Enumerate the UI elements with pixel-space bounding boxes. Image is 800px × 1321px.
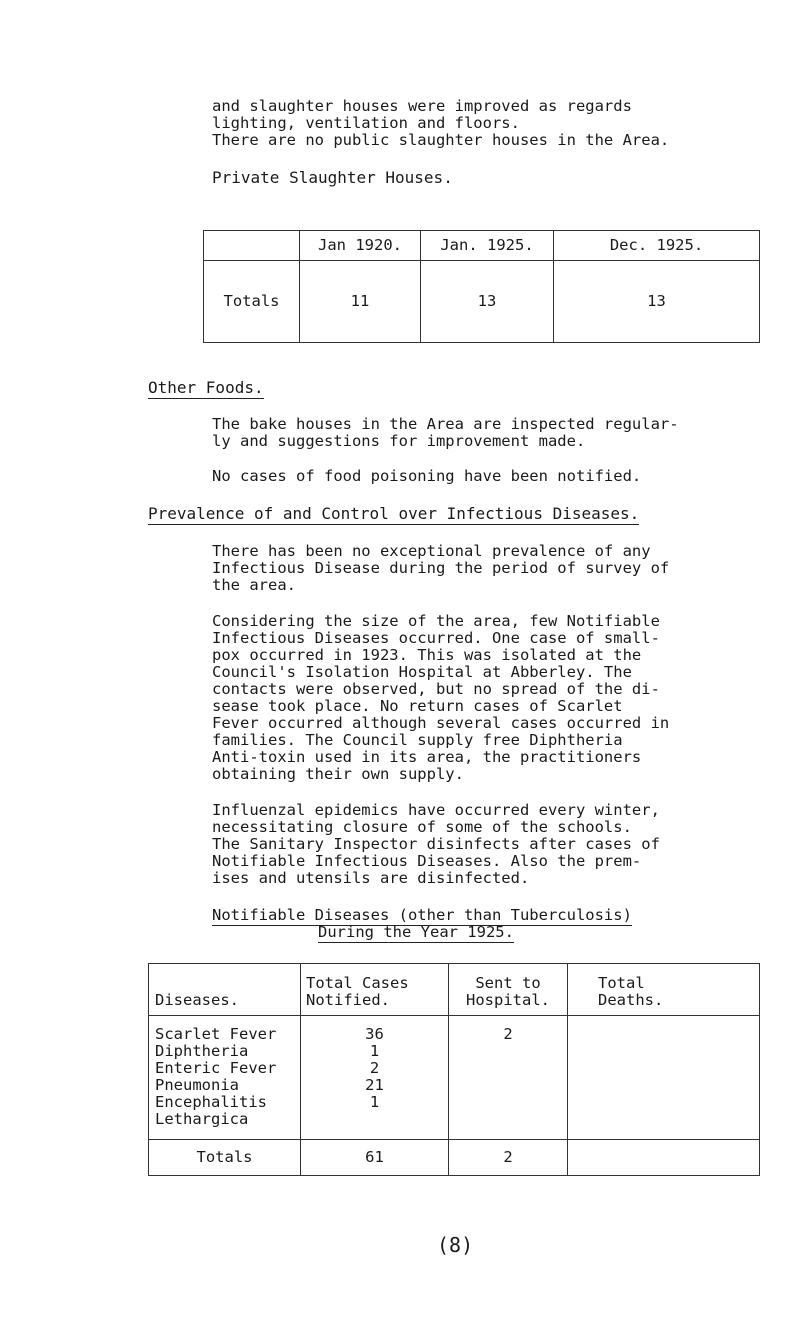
header-deaths-1: Total [598,974,645,992]
prevalence-p3-line: Notifiable Infectious Diseases. Also the prem- [212,852,642,870]
disease-name: Encephalitis [155,1093,267,1111]
col-dec-1925: Dec. 1925. [554,231,760,261]
header-sent-hospital [449,964,568,1016]
header-sent-2: Hospital. [466,991,550,1009]
cases-value: 21 [365,1076,384,1094]
cases-value: 1 [369,1042,380,1060]
prevalence-p1-line: There has been no exceptional prevalence of any [212,542,651,560]
prevalence-p2-line: Anti-toxin used in its area, the practitioners [212,748,642,766]
prevalence-p2-line: Council's Isolation Hospital at Abberley. The [212,663,632,681]
hospital-value: 2 [503,1025,513,1043]
prevalence-p3-line: The Sanitary Inspector disinfects after cases of [212,835,660,853]
prevalence-p2-line: families. The Council supply free Diphtheria [212,731,623,749]
header-total-cases-2: Notified. [306,991,390,1009]
total-dec-1925: 13 [554,261,760,343]
prevalence-p2-line: Infectious Diseases occurred. One case of small- [212,629,660,647]
cases-value: 2 [369,1059,380,1077]
header-total-cases-1: Total Cases [306,974,409,992]
prevalence-p3-line: necessitating closure of some of the schools. [212,818,632,836]
prevalence-p3-line: ises and utensils are disinfected. [212,869,530,887]
prevalence-p2-line: Fever occurred although several cases occurred in [212,714,670,732]
cases-value: 36 [365,1025,384,1043]
private-slaughter-table [203,230,760,343]
private-slaughter-heading: Private Slaughter Houses. [212,168,453,187]
notifiable-diseases-table [148,963,760,1176]
prevalence-p1-line: Infectious Disease during the period of survey of [212,559,670,577]
notifiable-title-line-1: Notifiable Diseases (other than Tuberculosis) [212,906,632,924]
totals-row-label: Totals [149,1140,301,1176]
disease-name: Pneumonia [155,1076,239,1094]
disease-list [149,1016,301,1140]
total-jan-1920: 11 [300,261,421,343]
total-jan-1925: 13 [421,261,554,343]
totals-hospital: 2 [449,1140,568,1176]
col-jan-1925: Jan. 1925. [421,231,554,261]
food-poisoning-line: No cases of food poisoning have been notified. [212,467,642,485]
header-total-deaths [568,964,760,1016]
col-jan-1920: Jan 1920. [300,231,421,261]
header-total-cases [301,964,449,1016]
prevalence-p2-line: Considering the size of the area, few Notifiable [212,612,660,630]
intro-line-1: and slaughter houses were improved as regards [212,97,632,115]
hospital-list [449,1016,568,1140]
prevalence-p2-line: contacts were observed, but no spread of the di- [212,680,660,698]
notifiable-title-line-2: During the Year 1925. [318,923,514,941]
other-foods-line-1: The bake houses in the Area are inspected regular- [212,415,679,433]
prevalence-heading: Prevalence of and Control over Infectious Diseases. [148,504,640,523]
other-foods-line-2: ly and suggestions for improvement made. [212,432,586,450]
cases-value: 1 [369,1093,380,1111]
disease-name: Scarlet Fever [155,1025,277,1043]
intro-line-2: lighting, ventilation and floors. [212,114,520,132]
totals-deaths [568,1140,760,1176]
prevalence-p2-line: pox occurred in 1923. This was isolated at the [212,646,642,664]
cases-list [301,1016,449,1140]
disease-name: Enteric Fever [155,1059,277,1077]
prevalence-p2-line: sease took place. No return cases of Scarlet [212,697,623,715]
header-deaths-2: Deaths. [598,991,664,1009]
totals-cases: 61 [301,1140,449,1176]
deaths-list [568,1016,760,1140]
totals-label: Totals [204,261,300,343]
intro-line-3: There are no public slaughter houses in the Area. [212,131,670,149]
disease-name: Lethargica [155,1110,249,1128]
other-foods-heading: Other Foods. [148,378,264,397]
disease-name: Diphtheria [155,1042,249,1060]
header-sent-1: Sent to [475,974,541,992]
table1-corner [204,231,300,261]
page-number: (8) [437,1233,474,1257]
prevalence-p3-line: Influenzal epidemics have occurred every winter, [212,801,660,819]
prevalence-p1-line: the area. [212,576,296,594]
header-diseases: Diseases. [149,964,301,1016]
prevalence-p2-line: obtaining their own supply. [212,765,464,783]
